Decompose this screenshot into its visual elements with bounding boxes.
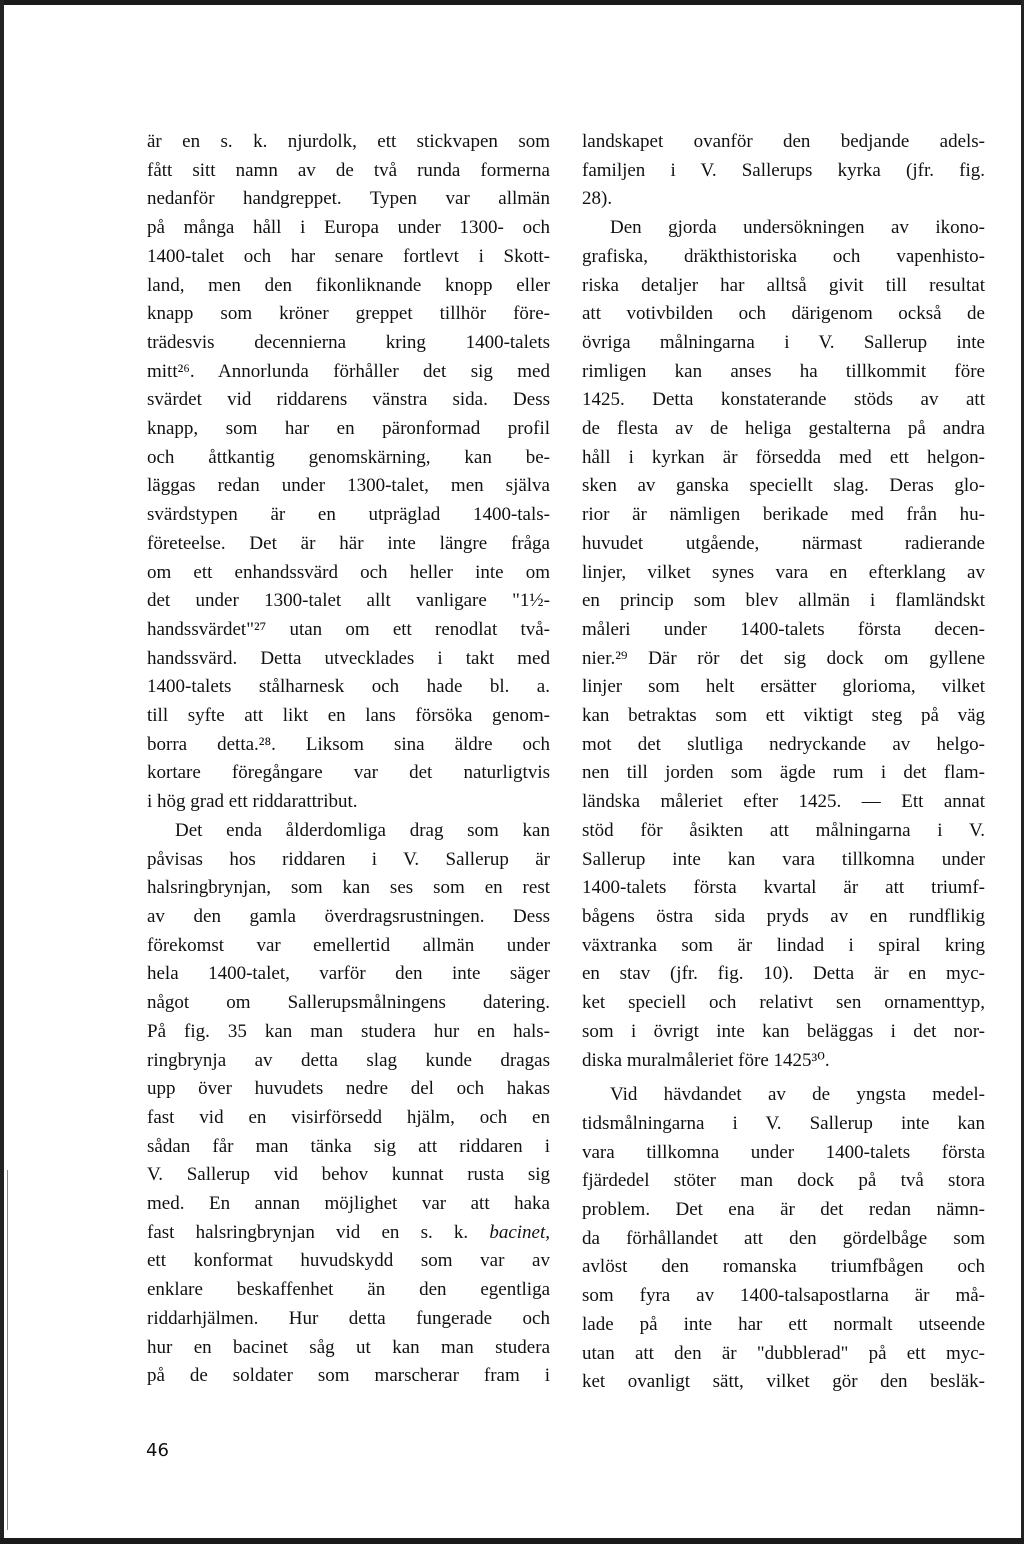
text-line: av den gamla överdragsrustningen. Dess [147, 905, 550, 927]
text-line: bågens östra sida pryds av en rundflikig [582, 905, 985, 927]
text-line: mitt²⁶. Annorlunda förhåller det sig med [147, 360, 550, 382]
text-line: växtranka som är lindad i spiral kring [582, 934, 985, 956]
text-line: lade på inte har ett normalt utseende [582, 1313, 985, 1335]
text-line: och åttkantig genomskärning, kan be- [147, 446, 550, 468]
text-line: handssvärd. Detta utvecklades i takt med [147, 647, 550, 669]
text-line: kan betraktas som ett viktigt steg på väg [582, 705, 985, 727]
scan-border-top [0, 0, 1024, 5]
text-line: håll i kyrkan är försedda med ett helgon- [582, 446, 985, 468]
text-line: ringbrynja av detta slag kunde dragas [147, 1049, 550, 1071]
text-line: hela 1400-talet, varför den inte säger [147, 963, 550, 985]
text-line: företeelse. Det är här inte längre fråga [147, 532, 550, 554]
text-line: ket ovanligt sätt, vilket gör den besläk- [582, 1371, 985, 1393]
text-line: 1400-talets första kvartal är att triumf- [582, 877, 985, 899]
text-line: borra detta.²⁸. Liksom sina äldre och [147, 733, 550, 755]
text-line: huvudet utgående, närmast radierande [582, 532, 985, 554]
text-line: linjer som helt ersätter glorioma, vilket [582, 676, 985, 698]
text-line: stöd för åsikten att målningarna i V. [582, 819, 985, 841]
text-line: da förhållandet att den gördelbåge som [582, 1227, 985, 1249]
text-line: kortare föregångare var det naturligtvis [147, 762, 550, 784]
text-line: knapp som kröner greppet tillhör före- [147, 303, 550, 325]
text-line: en princip som blev allmän i flamländskt [582, 590, 985, 612]
text-line: knapp, som har en päronformad profil [147, 418, 550, 440]
text-line: linjer, vilket synes vara en efterklang av [582, 561, 985, 583]
text-line: ett konformat huvudskydd som var av [147, 1250, 550, 1272]
text-line: avlöst den romanska triumfbågen och [582, 1256, 985, 1278]
right-column [582, 128, 985, 1397]
left-column [147, 128, 550, 1391]
text-line: landskapet ovanför den bedjande adels- [582, 131, 985, 152]
text-line: diska muralmåleriet före 1425³⁰. [582, 1049, 830, 1071]
text-line: i hög grad ett riddarattribut. [147, 791, 358, 813]
text-line: med. En annan möjlighet var att haka [147, 1193, 550, 1215]
text-line: något om Sallerupsmålningens datering. [147, 992, 550, 1014]
text-line: 1400-talets stålharnesk och hade bl. a. [147, 676, 550, 698]
paragraph-start-line: Den gjorda undersökningen av ikono- [610, 217, 985, 239]
text-line: handssvärdet"²⁷ utan om ett renodlat två- [147, 618, 550, 640]
text-line: halsringbrynjan, som kan ses som en rest [147, 877, 550, 899]
text-line: sådan får man tänka sig att riddaren i [147, 1135, 550, 1157]
text-line: nedanför handgreppet. Typen var allmän [147, 188, 550, 210]
text-line: läggas redan under 1300-talet, men själva [147, 475, 550, 497]
text-line: en stav (jfr. fig. 10). Detta är en myc- [582, 963, 985, 985]
text-line: de flesta av de heliga gestalterna på andra [582, 418, 985, 440]
text-line: V. Sallerup vid behov kunnat rusta sig [147, 1164, 550, 1186]
text-line: övriga målningarna i V. Sallerup inte [582, 331, 985, 353]
text-line: påvisas hos riddaren i V. Sallerup är [147, 848, 550, 870]
text-line: nier.²⁹ Där rör det sig dock om gyllene [582, 647, 985, 669]
text-line: är en s. k. njurdolk, ett stickvapen som [147, 131, 550, 152]
text-line: förekomst var emellertid allmän under [147, 934, 550, 956]
text-line [147, 1219, 550, 1248]
text-line: rior är nämligen berikade med från hu- [582, 504, 985, 526]
text-line: På fig. 35 kan man studera hur en hals- [147, 1020, 550, 1042]
text-line: riska detaljer har alltså givit till resultat [582, 274, 985, 296]
text-line: Sallerup inte kan vara tillkomna under [582, 848, 985, 870]
text-line: grafiska, dräkthistoriska och vapenhisto- [582, 245, 985, 267]
text-line: 1400-talet och har senare fortlevt i Skott- [147, 245, 550, 267]
text-line: utan att den är "dubblerad" på ett myc- [582, 1342, 985, 1364]
text-line: på många håll i Europa under 1300- och [147, 217, 550, 239]
text-line: land, men den fikonliknande knopp eller [147, 274, 550, 296]
text-line: till syfte att likt en lans försöka genom- [147, 705, 550, 727]
text-line: ländska måleriet efter 1425. — Ett annat [582, 791, 985, 813]
text-segment: fast halsringbrynjan vid en s. k. [147, 1221, 469, 1243]
scan-border-bottom [0, 1538, 1024, 1544]
scan-border-left [0, 0, 4, 1544]
text-line: det under 1300-talet allt vanligare "1½- [147, 590, 550, 612]
text-line: om ett enhandssvärd och heller inte om [147, 561, 550, 583]
scan-artifact-line [7, 1170, 8, 1530]
text-line: fast vid en visirförsedd hjälm, och en [147, 1106, 550, 1128]
text-line: svärdet vid riddarens vänstra sida. Dess [147, 389, 550, 411]
text-line: rimligen kan anses ha tillkommit före [582, 360, 985, 382]
text-line: vara tillkomna under 1400-talets första [582, 1141, 985, 1163]
text-line: som i övrigt inte kan beläggas i det nor- [582, 1020, 985, 1042]
text-line: svärdstypen är en utpräglad 1400-tals- [147, 504, 550, 526]
paragraph-start-line: Det enda ålderdomliga drag som kan [175, 819, 550, 841]
text-line: ket speciell och relativt sen ornamenttyp, [582, 992, 985, 1014]
text-line: sken av ganska speciellt slag. Deras glo- [582, 475, 985, 497]
page-number: 46 [146, 1440, 169, 1461]
text-line: på de soldater som marscherar fram i [147, 1365, 550, 1387]
text-line: att votivbilden och därigenom också de [582, 303, 985, 325]
text-line: riddarhjälmen. Hur detta fungerade och [147, 1307, 550, 1329]
text-line: problem. Det ena är det redan nämn- [582, 1199, 985, 1221]
italic-term-bacinet: bacinet, [489, 1221, 550, 1243]
text-line: som fyra av 1400-talsapostlarna är må- [582, 1285, 985, 1307]
text-line: enklare beskaffenhet än den egentliga [147, 1279, 550, 1301]
text-line: tidsmålningarna i V. Sallerup inte kan [582, 1112, 985, 1134]
text-line: upp över huvudets nedre del och hakas [147, 1078, 550, 1100]
text-line: 1425. Detta konstaterande stöds av att [582, 389, 985, 411]
text-line: 28). [582, 188, 613, 210]
text-line: fått sitt namn av de två runda formerna [147, 159, 550, 181]
text-line: mot det slutliga nedryckande av helgo- [582, 733, 985, 755]
text-line: nen till jorden som ägde rum i det flam- [582, 762, 985, 784]
text-line: fjärdedel stöter man dock på två stora [582, 1170, 985, 1192]
text-line: måleri under 1400-talets första decen- [582, 618, 985, 640]
text-line: familjen i V. Sallerups kyrka (jfr. fig. [582, 159, 985, 181]
text-line: trädesvis decennierna kring 1400-talets [147, 331, 550, 353]
paragraph-start-line: Vid hävdandet av de yngsta medel- [610, 1084, 985, 1106]
text-line: hur en bacinet såg ut kan man studera [147, 1336, 550, 1358]
